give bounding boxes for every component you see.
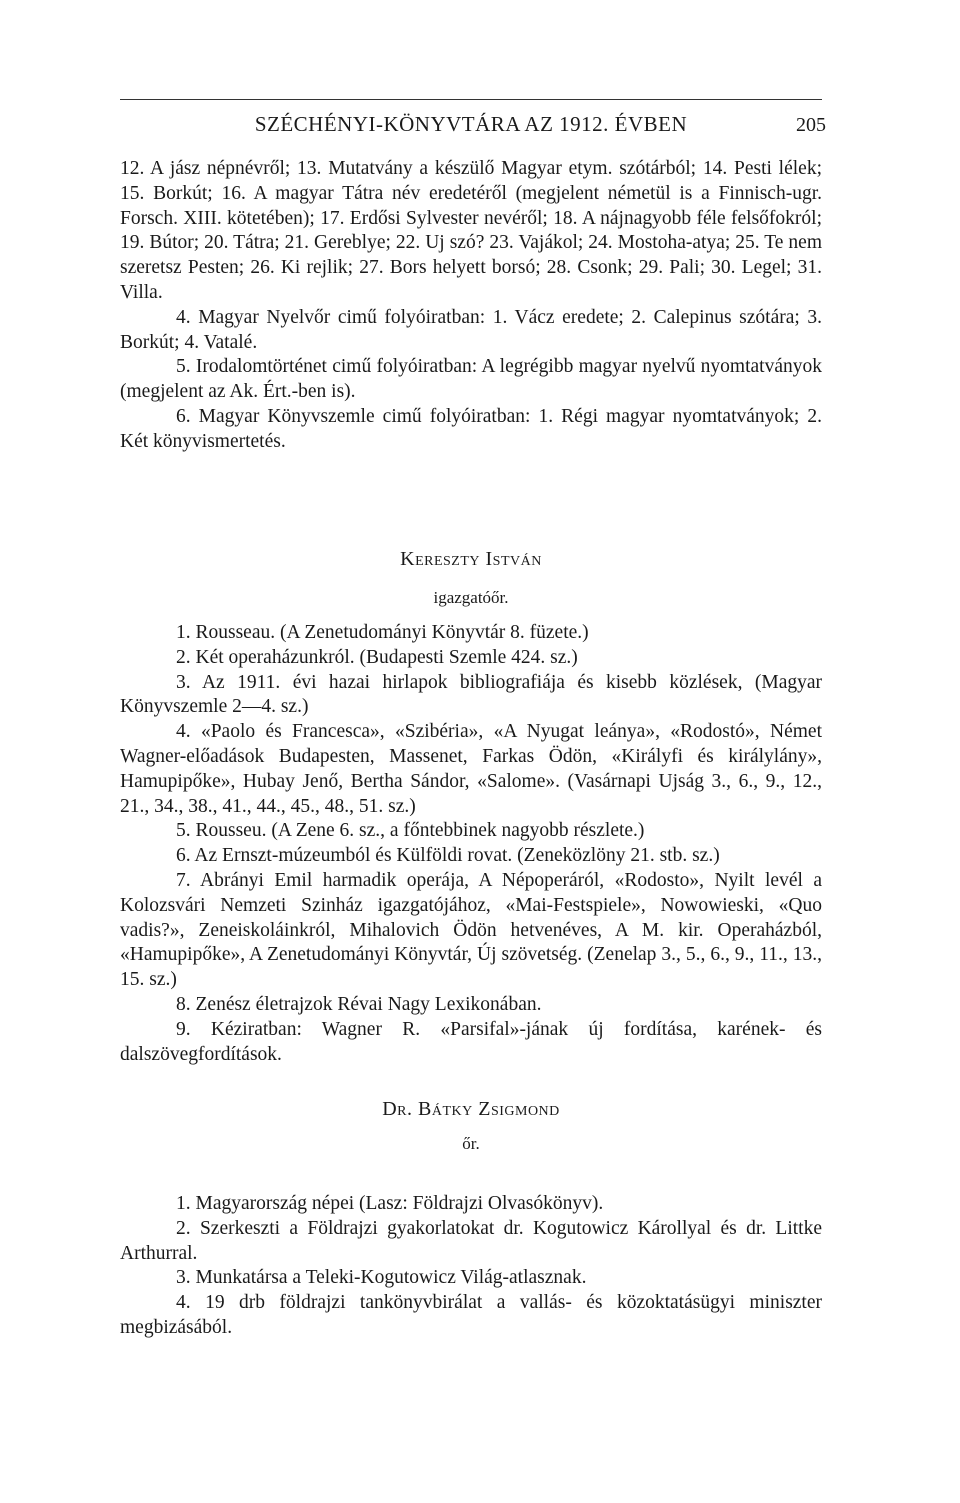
paragraph: 4. Magyar Nyelvőr cimű folyóiratban: 1. Vácz eredete; 2. Calepinus szótára; 3. Borkút; 4. Vatalé. bbox=[120, 306, 822, 353]
list-item: 2. Két operaházunkról. (Budapesti Szemle 424. sz.) bbox=[176, 646, 578, 668]
list-item: 6. Az Ernszt-múzeumból és Külföldi rovat. (Zeneközlöny 21. stb. sz.) bbox=[176, 845, 720, 867]
paragraph: 5. Irodalomtörténet cimű folyóiratban: A legrégibb magyar nyelvű nyomtatványok (megjelent az Ak. Ért.-ben is). bbox=[120, 356, 822, 403]
paragraph: 12. A jász népnévről; 13. Mutatvány a készülő Magyar etym. szótárból; 14. Pesti lélek; 15. Borkút; 16. A magyar Tátra név eredetéről (megjelent németül is a Finnisch-ugr. Forsch. XIII. kötetében); 17. Erdősi Sylvester nevéről; 18. A nájnagyobb féle felsőfokról; 19. Bútor; 20. Tátra; 21. Gereblye; 22. Uj szó? 23. Vajákol; 24. Mostoha-atya; 25. Te nem szeretsz Pesten; 26. Ki rejlik; 27. Bors helyett borsó; 28. Csonk; 29. Pali; 30. Legel; 31. Villa. bbox=[120, 158, 822, 303]
header-rule bbox=[120, 99, 822, 100]
author-role-kereszty: igazgatóőr. bbox=[433, 588, 509, 607]
list-item: 2. Szerkeszti a Földrajzi gyakorlatokat dr. Kogutowicz Károllyal és dr. Littke Arthurral. bbox=[120, 1217, 822, 1264]
list-item: 9. Kéziratban: Wagner R. «Parsifal»-jának új fordítása, karének- és dalszövegfordítások. bbox=[120, 1018, 822, 1065]
list-item: 3. Munkatársa a Teleki-Kogutowicz Világ-atlasznak. bbox=[176, 1267, 587, 1289]
running-header: SZÉCHÉNYI-KÖNYVTÁRA AZ 1912. ÉVBEN bbox=[254, 112, 688, 136]
list-item: 5. Rousseu. (A Zene 6. sz., a főntebbinek nagyobb részlete.) bbox=[176, 820, 645, 842]
list-item: 1. Rousseau. (A Zenetudományi Könyvtár 8. füzete.) bbox=[176, 622, 589, 643]
author-heading-kereszty: Kereszty István bbox=[400, 548, 542, 570]
author-role-batky: őr. bbox=[462, 1134, 480, 1153]
paragraph: 6. Magyar Könyvszemle cimű folyóiratban: 1. Régi magyar nyomtatványok; 2. Két könyvismertetés. bbox=[120, 405, 822, 452]
author-heading-batky: Dr. Bátky Zsigmond bbox=[382, 1098, 560, 1120]
list-item: 3. Az 1911. évi hazai hirlapok bibliografiája és kisebb közlések, (Magyar Könyvszemle 2—4. sz.) bbox=[120, 671, 822, 718]
list-item: 4. 19 drb földrajzi tankönyvbirálat a vallás- és közoktatásügyi miniszter megbizásából. bbox=[120, 1292, 822, 1338]
kereszty-publications bbox=[120, 621, 822, 1067]
page-number: 205 bbox=[796, 114, 826, 136]
list-item: 1. Magyarország népei (Lasz: Földrajzi Olvasókönyv). bbox=[176, 1193, 604, 1214]
list-item: 7. Abrányi Emil harmadik operája, A Népoperáról, «Rodosto», Nyilt levél a Kolozsvári Nemzeti Szinház igazgatójához, «Mai-Festspiele», Nowowieski, «Quo vadis?», Zeneiskoláinkról, Mihalovich Ödön hetvenéves, A M. kir. Operaházból, «Hamupipőke», A Zenetudományi Könyvtár, Új szövetség. (Zenelap 3., 5., 6., 9., 11., 13., 15. sz.) bbox=[120, 869, 822, 991]
list-item: 8. Zenész életrajzok Révai Nagy Lexikonában. bbox=[176, 993, 542, 1015]
list-item: 4. «Paolo és Francesca», «Szibéria», «A Nyugat leánya», «Rodostó», Német Wagner-előadások Budapesten, Massenet, Farkas Ödön, «Királyfi és királylány», Hamupipőke», Hubay Jenő, Bertha Sándor, «Salome». (Vasárnapi Ujság 3., 6., 9., 12., 21., 34., 38., 41., 44., 45., 48., 51. sz.) bbox=[120, 721, 822, 817]
batky-publications bbox=[120, 1192, 822, 1341]
top-section-body bbox=[120, 157, 822, 455]
